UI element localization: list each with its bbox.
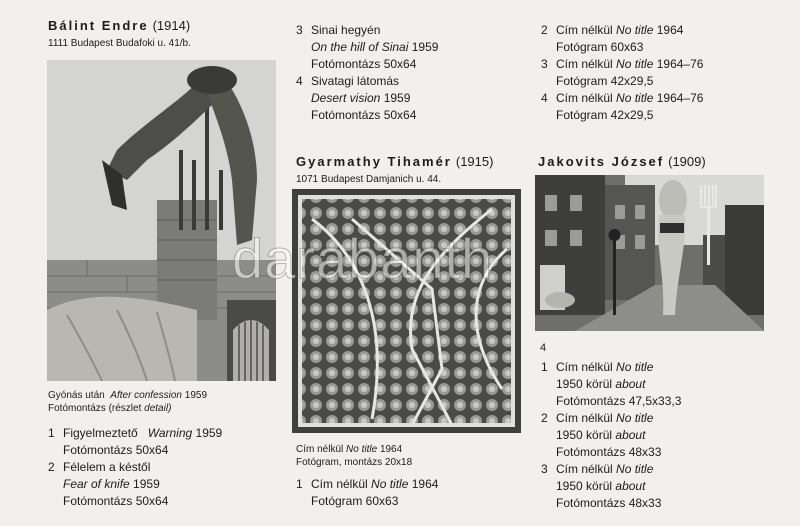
photo-surreal-street [535,175,764,331]
artist-name: Bálint Endre (1914) [48,18,191,33]
entry-list-jakovits [541,359,781,512]
entry-list-gyarmathy [296,476,526,510]
list-item: 2 Félelem a késtől Fear of knife 1959 Fotómontázs 50x64 [48,460,169,508]
list-item: 2 Cím nélkül No title 1950 körül about Fotómontázs 48x33 [541,411,662,459]
entry-list-balint-continued [296,22,526,124]
list-item: 3 Cím nélkül No title 1964–76 Fotógram 42x29,5 [541,57,704,88]
list-item: 1 Cím nélkül No title 1964 Fotógram 60x63 [296,477,439,508]
list-item: 1 Cím nélkül No title 1950 körül about Fotómontázs 47,5x33,3 [541,360,682,408]
artist-header-jakovits [538,154,706,169]
entry-list-balint [48,425,283,510]
caption-title-hu: Gyónás után [48,390,105,401]
artist-header-gyarmathy [296,154,493,185]
list-item: 1 Figyelmeztető Warning 1959 Fotómontázs 50x64 [48,426,223,457]
photo-after-confession [47,60,276,381]
artist-name: Gyarmathy Tihamér (1915) [296,154,494,169]
list-item: 4 Sivatagi látomás Desert vision 1959 Fotómontázs 50x64 [296,74,417,122]
watermark: darabanth [232,227,494,290]
list-item: 3 Sinai hegyén On the hill of Sinai 1959 Fotómontázs 50x64 [296,23,439,71]
caption-technique: Fotómontázs (részlet [48,403,142,414]
photomontage-image [535,175,764,331]
artist-name: Jakovits József (1909) [538,154,706,169]
entry-list-gyarmathy-continued [541,22,781,124]
list-item: 3 Cím nélkül No title 1950 körül about Fotómontázs 48x33 [541,462,662,510]
list-item: 2 Cím nélkül No title 1964 Fotógram 60x63 [541,23,684,54]
caption-year: 1959 [184,390,208,401]
photo-caption-gyarmathy: Cím nélkül No title 1964 Fotógram, montázs 20x18 [296,444,413,468]
photo-caption-balint [48,389,207,415]
artist-address: 1071 Budapest Damjanich u. 44. [296,174,442,185]
list-item: 4 Cím nélkül No title 1964–76 Fotógram 42x29,5 [541,91,704,122]
photomontage-image [47,60,276,381]
fotogram-image [292,189,521,433]
caption-title-en: After confession [110,390,182,401]
artist-header-balint [48,18,191,49]
photo-fotogram-no-title [292,189,521,433]
figure-number: 4 [540,342,547,354]
artist-address: 1111 Budapest Budafoki u. 41/b. [48,38,191,49]
caption-technique-en: detail) [144,403,172,414]
